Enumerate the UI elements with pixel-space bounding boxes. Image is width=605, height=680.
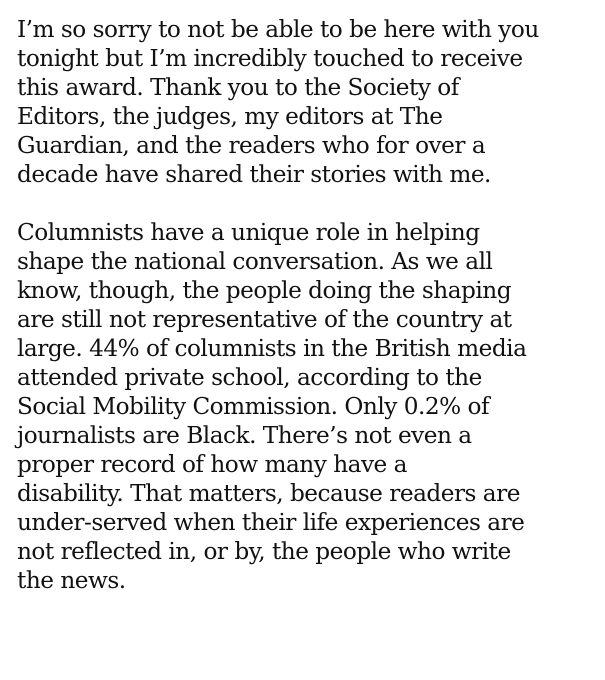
document-body: [17, 15, 597, 595]
text-line: Columnists have a unique role in helping: [17, 219, 480, 246]
paragraph-2: [17, 218, 597, 595]
text-line: decade have shared their stories with me.: [17, 161, 491, 188]
text-line: under-served when their life experiences are: [17, 509, 525, 536]
text-line: proper record of how many have a: [17, 451, 407, 478]
text-line: disability. That matters, because readers are: [17, 480, 520, 507]
text-line: journalists are Black. There’s not even a: [17, 422, 472, 449]
text-line: tonight but I’m incredibly touched to receive: [17, 45, 523, 72]
text-line: large. 44% of columnists in the British media: [17, 335, 527, 362]
text-line: I’m so sorry to not be able to be here with you: [17, 16, 539, 43]
text-line: know, though, the people doing the shaping: [17, 277, 512, 304]
text-line: Editors, the judges, my editors at The: [17, 103, 443, 130]
text-line: Social Mobility Commission. Only 0.2% of: [17, 393, 490, 420]
paragraph-1: [17, 15, 597, 189]
text-line: attended private school, according to the: [17, 364, 482, 391]
text-line: Guardian, and the readers who for over a: [17, 132, 486, 159]
text-line: this award. Thank you to the Society of: [17, 74, 459, 101]
text-line: shape the national conversation. As we all: [17, 248, 493, 275]
text-line: are still not representative of the country at: [17, 306, 512, 333]
text-line: the news.: [17, 567, 126, 594]
text-line: not reflected in, or by, the people who write: [17, 538, 511, 565]
